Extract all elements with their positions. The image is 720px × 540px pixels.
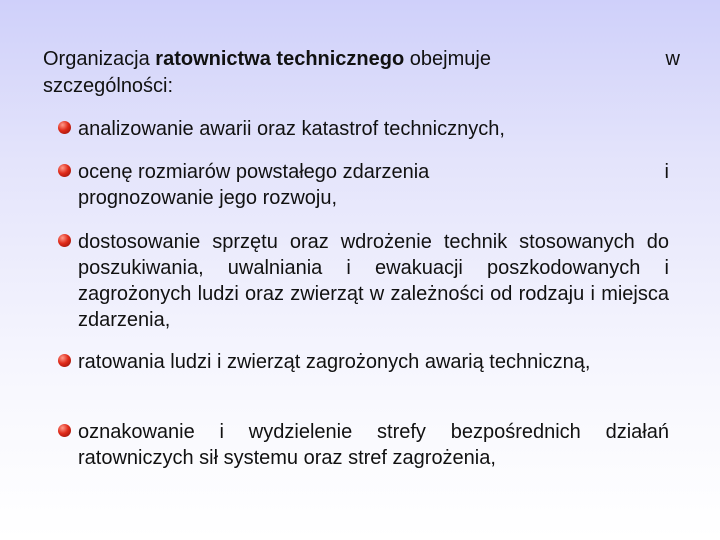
intro-trailing-word: w [665, 48, 680, 70]
list-item [78, 116, 669, 142]
list-item-text: analizowanie awarii oraz katastrof technicznych, [78, 118, 505, 140]
list-item-text: ratowania ludzi i zwierząt zagrożonych awarią techniczną, [78, 351, 591, 373]
intro-suffix: obejmuje [404, 48, 491, 70]
bullet-icon [58, 234, 71, 247]
list-item-text: dostosowanie sprzętu oraz wdrożenie technik stosowanych do poszukiwania, uwalniania i ewakuacji poszkodowanych i zagrożonych ludzi oraz zwierząt w zależności od rodzaju i miejsca zdarzenia, [78, 231, 669, 331]
intro-line2: szczególności: [43, 75, 174, 97]
intro-prefix: Organizacja [43, 48, 156, 70]
intro-bold-term: ratownictwa technicznego [155, 48, 405, 70]
list-item [78, 159, 669, 211]
list-item [78, 229, 669, 333]
list-item-text-line1-end: i [664, 161, 669, 183]
list-item-text-line2: prognozowanie jego rozwoju, [78, 187, 338, 209]
bullet-icon [58, 121, 71, 134]
list-item [78, 349, 669, 375]
intro-paragraph [43, 46, 680, 100]
list-item-text-line1: ocenę rozmiarów powstałego zdarzenia [78, 161, 430, 183]
bullet-icon [58, 424, 71, 437]
list-item-text: oznakowanie i wydzielenie strefy bezpośrednich działań ratowniczych sił systemu oraz stref zagrożenia, [78, 421, 669, 469]
bullet-icon [58, 164, 71, 177]
bullet-icon [58, 354, 71, 367]
list-item [78, 419, 669, 471]
